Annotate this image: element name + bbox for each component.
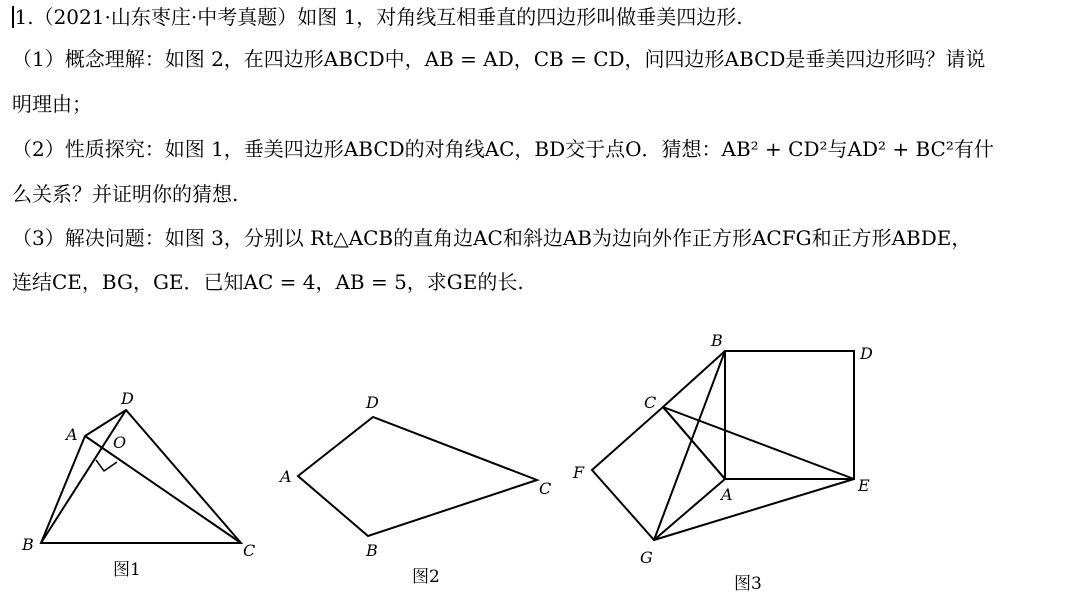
fig2-label-c: C [539,479,552,498]
fig3-caption: 图3 [734,574,762,594]
fig2-quadrilateral [298,417,537,536]
fig2-label-a: A [280,467,292,486]
problem-line-6: （3）解决问题：如图 3，分别以 Rt△ACB的直角边AC和斜边AB为边向外作正方形ACFG和正方形ABDE， [12,226,972,250]
fig1-label-a: A [66,425,78,444]
fig3-segment-ce [663,407,854,479]
fig3-label-e: E [858,476,870,495]
fig3-label-f: F [573,463,585,482]
fig1-label-d: D [121,389,134,408]
fig3-segment-ge [654,479,854,540]
fig3-label-b: B [711,331,723,350]
problem-line-5: 么关系？并证明你的猜想. [12,182,239,206]
problem-line-4: （2）性质探究：如图 1，垂美四边形ABCD的对角线AC，BD交于点O．猜想：AB² + CD²与AD² + BC²有什 [12,137,994,161]
fig3-square-acfg [592,407,725,540]
problem-line-1: 1.（2021·山东枣庄·中考真题）如图 1，对角线互相垂直的四边形叫做垂美四边形. [12,4,743,30]
figure-2 [298,417,537,536]
fig3-label-g: G [640,548,653,567]
fig2-caption: 图2 [412,567,440,587]
fig1-diagonal-bd [41,410,126,543]
fig1-caption: 图1 [113,560,141,580]
fig2-label-d: D [366,393,379,412]
fig3-segment-cb [663,351,725,407]
fig3-label-c: C [644,393,657,412]
fig3-segment-bg [654,351,725,540]
fig2-label-b: B [366,541,378,560]
fig1-label-c: C [243,541,256,560]
fig3-label-d: D [860,344,873,363]
fig1-label-o: O [113,433,127,452]
figure-3 [592,351,854,540]
fig3-square-abde [725,351,854,479]
problem-line-7: 连结CE，BG，GE．已知AC = 4，AB = 5，求GE的长. [12,270,524,294]
fig3-label-a: A [721,485,733,504]
problem-line-3: 明理由； [12,92,92,116]
problem-line-2: （1）概念理解：如图 2，在四边形ABCD中，AB = AD，CB = CD，问四边形ABCD是垂美四边形吗？请说 [12,47,986,71]
fig1-label-b: B [22,535,34,554]
fig1-right-angle-mark [96,460,117,471]
